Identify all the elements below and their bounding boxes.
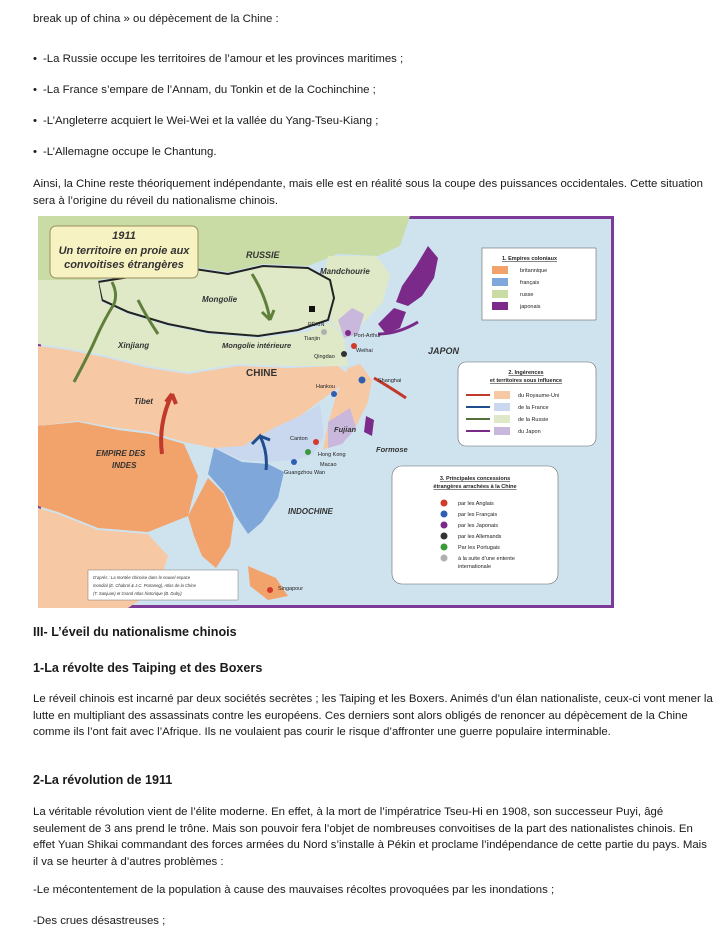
city-canton: Canton (290, 436, 308, 442)
legend-2-swatch-0 (494, 391, 510, 399)
legend-3-label-5: à la suite d’une entente (458, 556, 515, 562)
legend-3-dot-1 (441, 511, 448, 518)
legend-2-label-2: de la Russie (518, 417, 549, 423)
label-tibet: Tibet (134, 397, 153, 406)
legend-1-swatch-0 (492, 266, 508, 274)
legend-3-label-6: internationale (458, 564, 492, 570)
legend-3-label-4: Par les Portugais (458, 545, 500, 551)
city-singapour: Singapour (278, 586, 304, 592)
macao-dot (305, 449, 311, 455)
city-guangzhou-wan: Guangzhou Wan (284, 470, 326, 476)
list-item-crues: -Des crues désastreuses ; (33, 915, 166, 927)
legend-3-dot-0 (441, 500, 448, 507)
intro-line: break up of china » ou dépècement de la Chine : (33, 13, 279, 25)
bullet-france: • -La France s’empare de l’Annam, du Tonkin et de la Cochinchine ; (33, 82, 376, 98)
bullet-russie: • -La Russie occupe les territoires de l’amour et les provinces maritimes ; (33, 51, 403, 67)
shanghai-dot (359, 377, 366, 384)
singapour-dot (267, 587, 273, 593)
legend-3-title-1: 3. Principales concessions (439, 476, 511, 482)
hankou-dot (331, 391, 337, 397)
legend-3-dot-3 (441, 533, 448, 540)
legend-1-label-2: russe (520, 292, 534, 298)
label-mongolie: Mongolie (202, 295, 238, 304)
map-title-line2: convoitises étrangères (64, 259, 184, 271)
legend-3-label-1: par les Français (458, 512, 498, 518)
pekin-marker (309, 306, 315, 312)
source-line-1: D’après : La montée chinoise dans le nouvel espace (93, 575, 191, 580)
bullet-angleterre: • -L’Angleterre acquiert le Wei-Wei et la vallée du Yang-Tseu-Kiang ; (33, 113, 378, 129)
label-fujian: Fujian (334, 425, 357, 434)
label-indochine: INDOCHINE (288, 507, 333, 516)
legend-1-title: 1. Empires coloniaux (502, 256, 558, 262)
label-xinjiang: Xinjiang (118, 341, 150, 350)
label-empire-indes-2: INDES (112, 461, 137, 470)
bullet-allemagne: • -L’Allemagne occupe le Chantung. (33, 144, 217, 160)
paragraph-revolution: La véritable révolution vient de l’élite moderne. En effet, à la mort de l’impératrice Tseu-Hi en 1908, son successeur Puyi, âgé seulement de 3 ans prend le trône. Mais son pouvoir fera l’objet de nombreuses convoitises de la part des nationalistes chinois. En effet Yuan Shikai commandant des forces armées du Nord s’installe à Pékin et proclame l’indépendance de cette partie du pays. Mais il va se heurter à d’autres problèmes : (33, 806, 707, 869)
tianjin-dot (321, 329, 327, 335)
weihai-dot (351, 343, 357, 349)
map-figure (38, 216, 614, 608)
city-qingdao: Qingdao (314, 354, 335, 360)
port-arthur-dot (345, 330, 351, 336)
legend-2-label-0: du Royaume-Uni (518, 393, 560, 399)
legend-1-swatch-2 (492, 290, 508, 298)
city-weihai: Weihai (356, 348, 373, 354)
legend-1-swatch-3 (492, 302, 508, 310)
qingdao-dot (341, 351, 347, 357)
paragraph-ainsi: Ainsi, la Chine reste théoriquement indépendante, mais elle est en réalité sous la coupe des puissances occidentales. Cette situation sera à l’origine du réveil du nationalisme chinois. (33, 178, 703, 207)
source-line-3: (T. Sanjuan) et Grand Atlas historique (B. Duby) (93, 591, 182, 596)
guangzhou-wan-dot (291, 459, 297, 465)
label-japon: JAPON (428, 346, 460, 356)
city-hong-kong: Hong Kong (318, 452, 346, 458)
legend-1-label-3: japonais (520, 304, 541, 310)
legend-3-label-2: par les Japonais (458, 523, 499, 529)
source-line-2: mondial (E. Chabrol & J.C. Portaneg), Atlas de la Chine (93, 583, 196, 588)
legend-3-label-3: par les Allemands (458, 534, 502, 540)
legend-2-title-1: 2. Ingérences (508, 370, 544, 376)
map-title-line1: Un territoire en proie aux (58, 245, 190, 257)
paragraph-taiping: Le réveil chinois est incarné par deux sociétés secrètes ; les Taiping et les Boxers. Animés d’un élan nationaliste, ceux-ci vont mener la lutte en multipliant des assassinats contre les européens. Ces derniers sont alors obligés de renoncer au dépècement de la Chine comme ils l’ont fait avec l’Afrique. Ils ne voulaient pas courir le risque d’affronter une guerre populaire interminable. (33, 693, 713, 739)
legend-3-dot-2 (441, 522, 448, 529)
legend-1-label-0: britannique (520, 268, 548, 274)
legend-3-label-0: par les Anglais (458, 501, 494, 507)
list-item-mecontentement: -Le mécontentement de la population à cause des mauvaises récoltes provoquées par les inondations ; (33, 884, 555, 896)
section-title: III- L’éveil du nationalisme chinois (33, 625, 237, 639)
city-shanghai: Shanghai (378, 378, 402, 384)
label-chine: CHINE (246, 368, 278, 379)
legend-2-swatch-1 (494, 403, 510, 411)
legend-2-label-1: de la France (518, 405, 549, 411)
legend-1-swatch-1 (492, 278, 508, 286)
legend-1-label-1: français (520, 280, 540, 286)
subsection-1-title: 1-La révolte des Taiping et des Boxers (33, 661, 263, 675)
city-pekin: PÉKIN (308, 322, 325, 328)
legend-2-swatch-3 (494, 427, 510, 435)
legend-2-swatch-2 (494, 415, 510, 423)
legend-3-dot-5 (441, 555, 448, 562)
city-macao: Macao (320, 462, 337, 468)
label-mandchourie: Mandchourie (320, 267, 370, 276)
label-mongolie-interieure: Mongolie intérieure (222, 341, 292, 350)
map-year: 1911 (112, 230, 136, 242)
label-empire-indes-1: EMPIRE DES (96, 449, 146, 458)
city-hankou: Hankou (316, 384, 335, 390)
legend-3-title-2: étrangères arrachées à la Chine (433, 484, 517, 490)
subsection-2-title: 2-La révolution de 1911 (33, 773, 173, 787)
label-russie: RUSSIE (246, 250, 280, 260)
legend-2-label-3: du Japon (518, 429, 541, 435)
legend-3-dot-4 (441, 544, 448, 551)
city-port-arthur: Port-Arthur (354, 333, 381, 339)
label-formose: Formose (376, 445, 408, 454)
city-tianjin: Tianjin (304, 336, 320, 342)
legend-2-title-2: et territoires sous influence (489, 378, 563, 384)
hongkong-dot (313, 439, 319, 445)
